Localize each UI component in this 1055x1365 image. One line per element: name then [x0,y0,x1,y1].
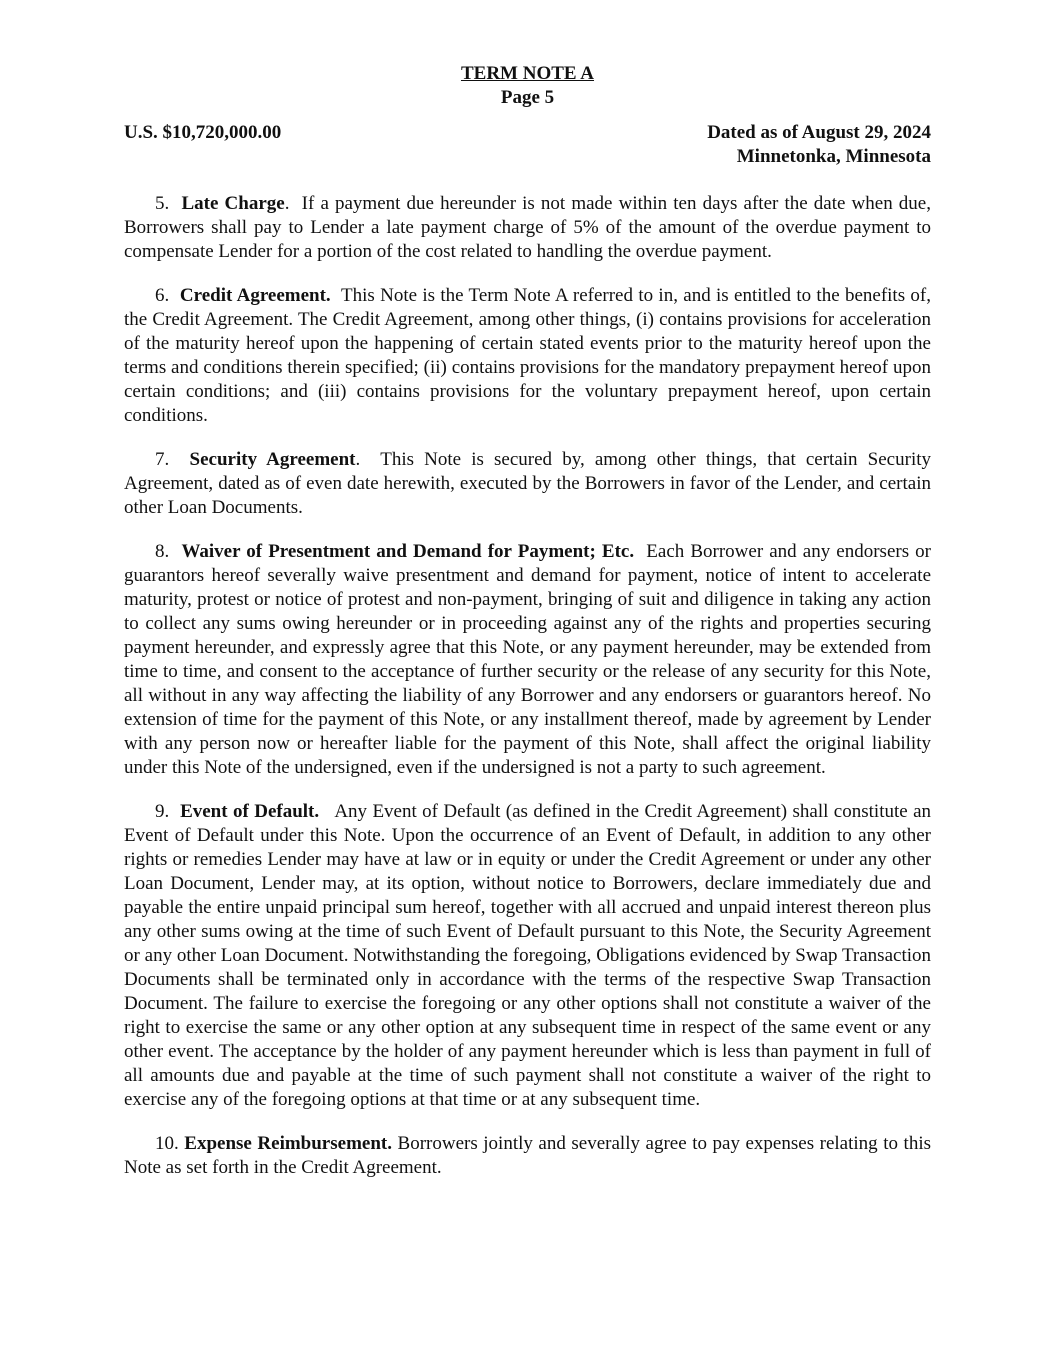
section-number: 10. [155,1133,179,1154]
section-text: Borrowers jointly and severally agree to pay expenses relating to this Note as set forth in the Credit Agreement. [124,1133,931,1178]
section-heading: Waiver of Presentment and Demand for Payment; Etc. [181,541,635,562]
section-heading-punct: . [284,193,290,214]
section-text: This Note is the Term Note A referred to in, and is entitled to the benefits of, the Credit Agreement. The Credit Agreement, among other things, (i) contains provisions for acceleration of the maturity hereof upon the happening of certain stated events prior to the maturity hereof upon the terms and conditions therein specified; (ii) contains provisions for the mandatory prepayment hereof upon certain conditions; and (iii) contains provisions for the voluntary prepayment hereof, upon certain conditions. [124,285,932,426]
section-security-agreement [124,448,931,520]
page-number: Page 5 [500,87,555,108]
section-number: 6. [155,285,170,306]
document-title: TERM NOTE A [460,63,595,84]
section-text: Each Borrower and any endorsers or guarantors hereof severally waive presentment and demand for payment, notice of intent to accelerate maturity, protest or notice of protest and non-payment, bringing of suit and diligence in taking any action to collect any sums owing hereunder or in proceeding against any of the rights and properties securing payment hereunder, and expressly agree that this Note, or any payment hereunder, may be extended from time to time, and consent to the acceptance of further security or the release of any security for this Note, all without in any way affecting the liability of any Borrower and any endorsers or guarantors hereof. No extension of time for the payment of this Note, or any installment thereof, made by agreement by Lender with any person now or hereafter liable for the payment of this Note, shall affect the original liability under this Note of the undersigned, even if the undersigned is not a party to such agreement. [124,541,932,778]
note-date: Dated as of August 29, 2024 [707,122,931,143]
section-heading: Credit Agreement. [179,285,331,306]
document-page [124,62,931,1180]
section-heading: Event of Default. [180,801,320,822]
note-meta [124,121,931,169]
section-number: 5. [155,193,170,214]
note-date-location [707,121,931,169]
section-waiver [124,540,931,780]
section-text: Any Event of Default (as defined in the Credit Agreement) shall constitute an Event of Default under this Note. Upon the occurrence of an Event of Default, in addition to any other rights or remedies Lender may have at law or in equity or under the Credit Agreement or under any other Loan Document, Lender may, at its option, without notice to Borrowers, declare immediately due and payable the entire unpaid principal sum hereof, together with all accrued and unpaid interest thereon plus any other sums owing at the time of such Event of Default pursuant to this Note, the Security Agreement or any other Loan Document. Notwithstanding the foregoing, Obligations evidenced by Swap Transaction Documents shall be terminated only in accordance with the terms of the respective Swap Transaction Document. The failure to exercise the foregoing or any other options shall not constitute a waiver of the right to exercise the same or any other option at any subsequent time in respect of the same event or any other event. The acceptance by the holder of any payment hereunder which is less than payment in full of all amounts due and payable at the time of such payment shall not constitute a waiver of the right to exercise any of the foregoing options at that time or at any subsequent time. [124,801,932,1110]
section-text: This Note is secured by, among other things, that certain Security Agreement, dated as of even date herewith, executed by the Borrowers in favor of the Lender, and certain other Loan Documents. [124,449,932,518]
sections [124,192,931,1180]
section-event-of-default [124,800,931,1112]
note-location: Minnetonka, Minnesota [736,146,931,167]
section-expense-reimbursement [124,1132,931,1180]
section-late-charge [124,192,931,264]
section-heading-punct: . [355,449,361,470]
section-text: If a payment due hereunder is not made within ten days after the date when due, Borrowers shall pay to Lender a late payment charge of 5% of the amount of the overdue payment to compensate Lender for a portion of the cost related to handling the overdue payment. [124,193,931,262]
section-heading: Security Agreement [189,449,356,470]
section-number: 9. [155,801,170,822]
section-heading: Late Charge [181,193,285,214]
section-number: 7. [155,449,170,470]
section-heading: Expense Reimbursement. [184,1133,392,1154]
section-credit-agreement [124,284,931,428]
note-amount: U.S. $10,720,000.00 [124,122,282,143]
section-number: 8. [155,541,170,562]
